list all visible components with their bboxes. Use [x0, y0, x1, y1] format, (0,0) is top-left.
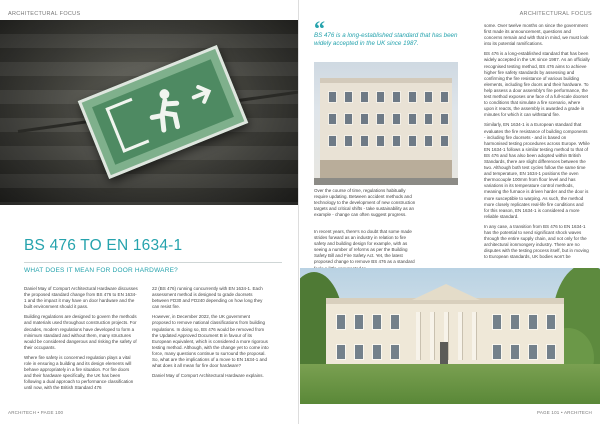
paragraph: Daniel May of Comport Architectural Hardware discusses the proposed standard change from BS 476 to EN 1634-1 and the impact it may have on door hardware and the built environment should it pass.	[24, 286, 138, 310]
paragraph: BS 476 is a long-established standard that has been widely accepted in the UK since 1987. As an officially recognised testing method, BS 476 aims to achieve higher fire safety standards by assessing and confirming the fire resistance of various building elements, including fire doors and their hardware. To help assess a door assembly's fire performance, the test method exposes one face of a full-scale doorset to conditions that simulate a fire scenario, where upon it reacts, the assembly is awarded a grade in minutes for which it can withstand fire.	[484, 51, 590, 118]
left-column-1	[24, 286, 138, 396]
right-column-2	[484, 23, 590, 264]
right-page	[300, 0, 600, 424]
building-photo	[314, 62, 458, 185]
article-title: BS 476 TO EN 1634-1	[24, 237, 183, 254]
page-folio: PAGE 101 • ARCHITECH	[536, 410, 592, 415]
left-page	[0, 0, 299, 424]
paragraph: Over the course of time, regulations habitually require updating. Between accident methods and technology to the development of new construction targets and critical shifts - take sustainability as an example - change can often suggest progress.	[314, 188, 416, 218]
article-subtitle: WHAT DOES IT MEAN FOR DOOR HARDWARE?	[24, 267, 178, 274]
paragraph: 22 (BS 476) running concurrently with EN 1634-1. Each assessment method is designed to grade doorsets between FD30 and FD240 depending on how long they can resist fire.	[152, 286, 263, 310]
paragraph: Where fire safety is concerned regulation plays a vital role in ensuring a building and its design elements will behave appropriately in a fire situation. For fire doors and their hardware specifically, the UK has been following a dual approach to performance classification until now, with the British Standard 476	[24, 354, 134, 391]
section-tag: ARCHITECTURAL FOCUS	[519, 11, 592, 17]
title-divider	[24, 262, 282, 263]
page-folio: ARCHITECH • PAGE 100	[8, 410, 64, 415]
right-column-1	[314, 188, 418, 222]
lawn	[300, 364, 600, 404]
paragraph: However, in December 2022, the UK government proposed to remove national classifications from building regulations. In doing so, BS 476 would be removed from the Updated Approved Document B in favour of its European equivalent, which is considered a more rigorous testing method. Although, with the change yet to come into force, many questions continue to surround the proposal. So, what are the implications of a move to EN 1634-1 and what does it all mean for fire door hardware?	[152, 314, 269, 369]
paragraph: Daniel May of Comport Architectural Hardware explains.	[152, 373, 264, 379]
pull-quote: BS 476 is a long-established standard that has been widely accepted in the UK since 1987.	[314, 32, 458, 48]
building-facade	[320, 78, 452, 178]
villa-garden-photo	[300, 268, 600, 404]
paragraph: In any case, a transition from BS 476 to EN 1634-1 has the potential to send significant shock waves through the entire supply chain, and not only for the architectural ironmongery industry. There are no disputes with the testing process itself, but in moving to European standards, UK bodies won't be	[484, 223, 589, 260]
arrow-icon	[188, 78, 220, 108]
paragraph: some. Over twelve months on since the government first made its announcement, questions and concerns remain and with that in mind, we must look into its potential ramifications.	[484, 23, 589, 47]
section-tag: ARCHITECTURAL FOCUS	[8, 11, 81, 17]
quote-mark-icon: “	[314, 16, 325, 41]
paragraph: Similarly, EN 1634-1 is a European standard that evaluates the fire resistance of building components - including fire doorsets - and is based on harmonised testing procedures across Europe. While EN 1634-1 follows a similar testing method to that of BS 476 and has also been adopted within British Standards, there are slight differences between the two. Although both test cycles follow the same time and temperature, EN 1634-1 positions the oven thermocouple 100mm from floor level and has variations in its temperature control methods, meaning the furnace is driven harder and the door is more susceptible to warping. As such, the method more closely replicates real-life fire conditions and for this reason, EN 1634-1 is considered a more reliable standard.	[484, 122, 590, 219]
left-column-2	[152, 286, 270, 383]
paragraph: In recent years, there's no doubt that some made strides forward as an industry in relation to fire safety and building design for example, with as seeing a number of reforms as per the Building Safety Bill and Fire Safety Act. Yet, the latest proposed change to remove BS 476 as a standard	[314, 229, 415, 265]
fire-exit-sign-photo	[0, 20, 299, 205]
paragraph: Building regulations are designed to govern the methods and materials used throughout construction projects. For decades, modern regulations have developed to form a minimum standard and without them, many structures would be considered dangerous and risking the safety of their occupants.	[24, 314, 137, 350]
